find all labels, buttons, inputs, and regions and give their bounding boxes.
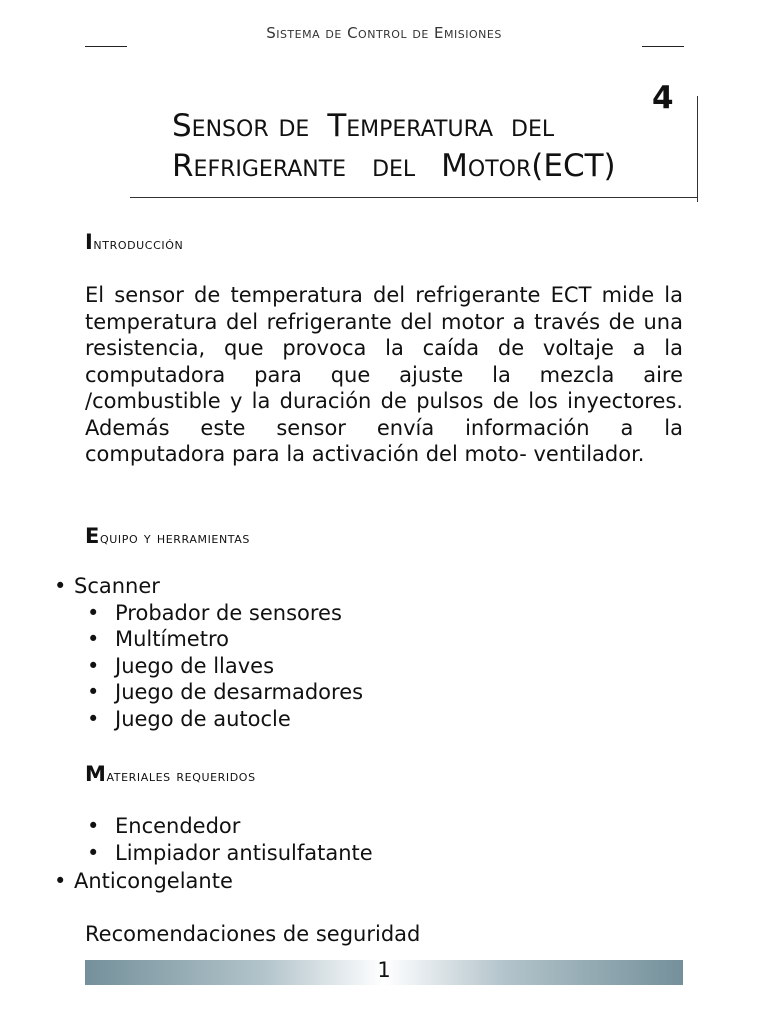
header-rule-left [85, 46, 127, 47]
list-item [87, 600, 342, 627]
chapter-title-line-1 [172, 108, 554, 144]
list-item-text: Anticongelante [74, 869, 233, 893]
list-item [54, 868, 233, 895]
list-item-text: Multímetro [115, 627, 229, 651]
header-rule-right [642, 46, 684, 47]
list-item-text: Scanner [74, 574, 160, 598]
bullet-icon: • [87, 654, 100, 678]
bullet-icon: • [87, 707, 100, 731]
list-item-text: Juego de desarmadores [115, 680, 364, 704]
running-header: Sistema de Control de Emisiones [266, 24, 502, 42]
title-word: del [511, 108, 555, 144]
bullet-icon: • [87, 841, 100, 865]
section-heading-recomendaciones: Recomendaciones de seguridad [85, 922, 421, 946]
list-item [54, 573, 160, 600]
list-item-text: Encendedor [115, 814, 241, 838]
list-item-text: Juego de llaves [115, 654, 275, 678]
bullet-icon: • [87, 601, 100, 625]
title-word: Motor(ECT) [441, 148, 616, 184]
list-item-text: Limpiador antisulfatante [115, 841, 373, 865]
title-word: Temperatura [327, 108, 494, 144]
list-item [87, 626, 229, 653]
list-item [87, 679, 363, 706]
list-item [87, 840, 373, 867]
section-heading-introduccion: Introducción [85, 230, 184, 254]
title-word: del [372, 148, 416, 184]
list-item [87, 653, 274, 680]
section-heading-materiales: Materiales requeridos [85, 762, 256, 786]
bullet-icon: • [54, 574, 67, 598]
chapter-title-line-2 [172, 148, 616, 184]
title-word: Sensor de [172, 108, 310, 144]
title-side-rule [697, 96, 698, 202]
list-item-text: Juego de autocle [115, 707, 291, 731]
list-item [87, 813, 240, 840]
bullet-icon: • [54, 869, 67, 893]
list-item [87, 706, 291, 733]
list-item-text: Probador de sensores [115, 601, 342, 625]
chapter-number: 4 [652, 80, 674, 116]
title-bottom-rule [130, 197, 698, 198]
bullet-icon: • [87, 627, 100, 651]
section-heading-equipo: Equipo y herramientas [85, 524, 250, 548]
page-number: 1 [377, 958, 391, 982]
intro-paragraph: El sensor de temperatura del refrigerante ECT mide la temperatura del refrigerante del motor a través de una resistencia, que provoca la caída de voltaje a la computadora para que ajuste la mezcla aire /combustible y la duración de pulsos de los inyectores. Además este sensor envía información a la computadora para la activación del moto- ventilador. [85, 283, 683, 466]
title-word: Refrigerante [172, 148, 347, 184]
bullet-icon: • [87, 680, 100, 704]
bullet-icon: • [87, 814, 100, 838]
